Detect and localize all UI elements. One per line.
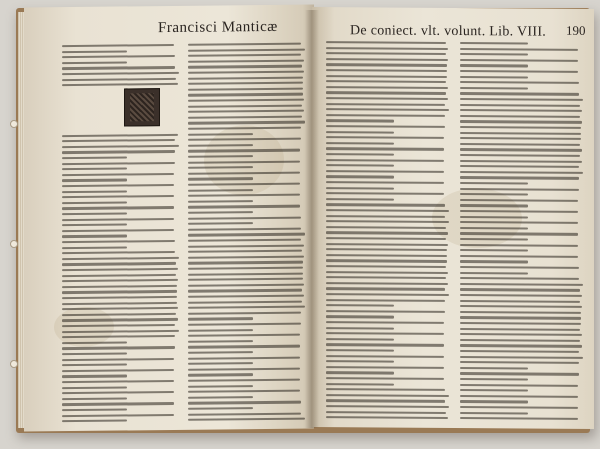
text-line xyxy=(62,145,179,148)
text-line xyxy=(326,164,394,167)
text-line xyxy=(188,115,302,118)
text-line xyxy=(62,268,178,271)
text-line xyxy=(326,198,394,201)
text-line xyxy=(188,367,300,370)
right-page xyxy=(312,7,594,429)
text-line xyxy=(460,400,528,403)
text-line xyxy=(188,323,301,326)
text-line xyxy=(188,385,253,388)
text-line xyxy=(460,361,579,364)
text-line xyxy=(188,76,303,79)
text-line xyxy=(326,293,449,296)
text-line xyxy=(326,355,444,358)
text-line xyxy=(460,148,582,151)
text-line xyxy=(188,87,303,90)
text-line xyxy=(460,272,528,275)
text-line xyxy=(188,272,303,275)
text-line xyxy=(188,71,304,74)
text-line xyxy=(460,389,528,392)
text-line xyxy=(460,154,580,157)
text-line xyxy=(460,98,583,101)
text-line xyxy=(326,366,444,369)
text-line xyxy=(188,216,301,219)
text-line xyxy=(326,394,449,397)
text-line xyxy=(326,377,444,380)
text-line xyxy=(460,339,580,342)
text-line xyxy=(326,360,394,363)
text-line xyxy=(188,374,253,377)
text-line xyxy=(326,226,446,229)
text-line xyxy=(460,132,581,135)
text-line xyxy=(62,212,127,215)
text-line xyxy=(460,395,578,398)
text-line xyxy=(188,244,304,247)
text-line xyxy=(460,109,582,112)
text-line xyxy=(326,136,444,139)
text-line xyxy=(188,401,301,404)
text-line xyxy=(460,350,579,353)
text-line xyxy=(460,160,582,163)
text-line xyxy=(460,81,579,84)
text-line xyxy=(326,86,448,89)
book-gutter xyxy=(305,10,319,428)
text-line xyxy=(460,48,578,51)
text-line xyxy=(326,282,448,285)
text-line xyxy=(188,278,303,281)
text-line xyxy=(62,235,127,238)
text-line xyxy=(326,416,448,419)
text-line xyxy=(188,227,301,230)
text-line xyxy=(188,418,305,421)
text-line xyxy=(62,201,127,204)
text-line xyxy=(188,407,253,410)
text-line xyxy=(460,143,580,146)
text-line xyxy=(460,165,579,168)
text-line xyxy=(188,54,301,57)
text-line xyxy=(188,43,301,46)
text-line xyxy=(326,243,448,246)
text-line xyxy=(62,156,127,159)
text-line xyxy=(326,265,446,268)
binding-hole xyxy=(10,120,18,128)
text-line xyxy=(326,237,446,240)
text-line xyxy=(460,266,579,269)
text-line xyxy=(188,200,253,203)
text-line xyxy=(188,318,253,321)
text-line xyxy=(326,176,394,179)
text-line xyxy=(460,322,581,325)
text-line xyxy=(326,276,446,279)
text-line xyxy=(326,120,394,123)
text-line xyxy=(188,283,304,286)
text-line xyxy=(326,64,447,67)
text-line xyxy=(326,92,446,95)
text-line xyxy=(460,115,580,118)
text-line xyxy=(460,305,582,308)
text-line xyxy=(62,72,179,75)
text-line xyxy=(62,66,175,69)
text-line xyxy=(460,182,528,185)
text-line xyxy=(188,65,302,68)
text-line xyxy=(62,246,127,249)
text-line xyxy=(460,288,580,291)
text-line xyxy=(188,59,304,62)
text-line xyxy=(188,121,305,124)
text-line xyxy=(62,352,127,355)
text-line xyxy=(188,334,300,337)
text-line xyxy=(460,64,528,67)
binding-hole xyxy=(10,360,18,368)
text-line xyxy=(188,356,300,359)
text-line xyxy=(62,414,174,417)
text-line xyxy=(460,59,578,62)
text-line xyxy=(460,356,583,359)
text-line xyxy=(326,332,444,335)
text-line xyxy=(188,340,253,343)
text-line xyxy=(188,48,305,51)
text-line xyxy=(62,408,127,411)
text-line xyxy=(62,162,175,165)
text-line xyxy=(188,362,253,365)
text-line xyxy=(188,205,300,208)
text-line xyxy=(326,288,445,291)
text-line xyxy=(62,341,127,344)
text-line xyxy=(62,190,127,193)
text-line xyxy=(188,250,302,253)
text-line xyxy=(326,316,394,319)
text-line xyxy=(326,204,445,207)
text-line xyxy=(188,222,253,225)
decorated-initial xyxy=(124,88,160,126)
text-line xyxy=(460,176,579,179)
text-line xyxy=(460,412,528,415)
text-line xyxy=(188,267,303,270)
text-line xyxy=(326,344,444,347)
text-line xyxy=(62,133,178,136)
text-line xyxy=(460,249,528,252)
text-line xyxy=(188,104,302,107)
text-line xyxy=(460,294,582,297)
text-line xyxy=(188,99,304,102)
text-line xyxy=(326,215,445,218)
text-line xyxy=(188,345,300,348)
text-line xyxy=(62,324,175,327)
text-line xyxy=(326,192,444,195)
text-line xyxy=(62,290,177,293)
text-line xyxy=(326,338,394,341)
text-line xyxy=(326,148,444,151)
text-line xyxy=(326,209,449,212)
text-line xyxy=(62,402,174,405)
left-running-head: Francisci Manticæ xyxy=(158,18,278,37)
text-line xyxy=(62,285,177,288)
text-line xyxy=(460,76,528,79)
text-line xyxy=(326,131,394,134)
text-line xyxy=(62,206,174,209)
left-page xyxy=(24,4,314,431)
text-line xyxy=(62,318,178,321)
text-line xyxy=(460,311,581,314)
text-line xyxy=(460,70,578,73)
text-line xyxy=(62,195,174,198)
text-line xyxy=(62,358,174,361)
text-line xyxy=(326,97,448,100)
text-line xyxy=(460,406,578,409)
text-line xyxy=(62,139,175,142)
text-line xyxy=(62,257,179,260)
text-line xyxy=(326,299,445,302)
text-line xyxy=(62,179,127,182)
text-line xyxy=(326,114,445,117)
text-line xyxy=(62,274,176,277)
text-line xyxy=(326,103,445,106)
text-line xyxy=(62,369,174,372)
text-line xyxy=(326,41,446,44)
text-line xyxy=(326,260,447,263)
text-line xyxy=(460,255,578,258)
text-line xyxy=(326,321,444,324)
text-line xyxy=(326,153,394,156)
text-line xyxy=(62,364,127,367)
text-line xyxy=(62,329,179,332)
text-line xyxy=(326,69,447,72)
text-line xyxy=(188,300,302,303)
text-line xyxy=(188,390,300,393)
text-line xyxy=(62,296,177,299)
text-line xyxy=(62,55,175,58)
text-line xyxy=(188,351,253,354)
text-line xyxy=(326,47,448,50)
text-line xyxy=(62,346,175,349)
text-line xyxy=(188,261,303,264)
text-line xyxy=(62,218,174,221)
text-line xyxy=(326,220,449,223)
text-line xyxy=(460,417,578,420)
text-line xyxy=(326,411,446,414)
text-line xyxy=(62,83,178,86)
text-line xyxy=(460,53,528,56)
text-line xyxy=(62,173,174,176)
text-line xyxy=(326,80,446,83)
text-line xyxy=(326,52,446,55)
text-line xyxy=(460,126,581,129)
text-line xyxy=(62,240,175,243)
text-line xyxy=(460,42,528,45)
text-line xyxy=(460,171,583,174)
text-line xyxy=(460,300,580,303)
text-line xyxy=(326,159,444,162)
text-line xyxy=(188,396,253,399)
text-line xyxy=(188,295,304,298)
text-line xyxy=(460,87,528,90)
text-line xyxy=(188,306,305,309)
text-line xyxy=(62,251,175,254)
text-line xyxy=(62,313,176,316)
text-line xyxy=(188,194,300,197)
text-line xyxy=(188,239,301,242)
text-line xyxy=(460,92,579,95)
text-line xyxy=(62,44,174,47)
text-line xyxy=(460,384,578,387)
text-line xyxy=(62,302,177,305)
text-line xyxy=(326,254,447,257)
text-line xyxy=(188,93,303,96)
text-line xyxy=(188,110,304,113)
text-line xyxy=(62,229,174,232)
text-line xyxy=(62,78,176,81)
text-line xyxy=(188,82,303,85)
text-line xyxy=(62,184,174,187)
text-line xyxy=(62,397,127,400)
text-line xyxy=(460,333,582,336)
text-line xyxy=(326,304,394,307)
text-line xyxy=(460,260,528,263)
text-line xyxy=(62,262,176,265)
text-line xyxy=(326,142,394,145)
text-line xyxy=(188,211,253,214)
text-line xyxy=(188,255,304,258)
text-line xyxy=(326,181,444,184)
text-line xyxy=(326,405,449,408)
text-line xyxy=(326,400,445,403)
text-line xyxy=(62,279,178,282)
text-line xyxy=(62,50,127,53)
text-line xyxy=(460,137,581,140)
text-line xyxy=(460,120,582,123)
text-line xyxy=(326,372,394,375)
text-line xyxy=(326,388,445,391)
text-line xyxy=(188,311,301,314)
text-line xyxy=(326,383,394,386)
text-line xyxy=(62,224,127,227)
text-line xyxy=(326,349,394,352)
text-line xyxy=(460,283,583,286)
text-line xyxy=(62,168,127,171)
text-line xyxy=(326,187,394,190)
right-running-head: De coniect. vlt. volunt. Lib. VIII. xyxy=(350,23,547,40)
text-line xyxy=(326,248,447,251)
text-line xyxy=(460,378,528,381)
text-line xyxy=(188,379,300,382)
text-line xyxy=(460,204,528,207)
text-line xyxy=(326,310,445,313)
text-line xyxy=(460,344,582,347)
text-line xyxy=(460,367,528,370)
text-line xyxy=(460,104,580,107)
text-line xyxy=(326,58,448,61)
text-line xyxy=(326,232,448,235)
text-line xyxy=(326,108,449,111)
text-line xyxy=(188,412,301,415)
text-line xyxy=(62,61,127,64)
text-line xyxy=(188,233,305,236)
text-line xyxy=(62,420,127,423)
text-line xyxy=(62,150,175,153)
text-line xyxy=(62,391,174,394)
text-line xyxy=(460,328,580,331)
text-line xyxy=(326,125,445,128)
text-line xyxy=(326,170,444,173)
text-line xyxy=(460,277,579,280)
text-line xyxy=(62,386,127,389)
text-line xyxy=(460,227,528,230)
binding-hole xyxy=(10,240,18,248)
text-line xyxy=(460,316,581,319)
text-line xyxy=(460,216,528,219)
page-number: 190 xyxy=(566,22,586,38)
text-line xyxy=(62,380,174,383)
text-line xyxy=(460,372,579,375)
text-line xyxy=(62,375,127,378)
text-line xyxy=(326,271,448,274)
text-line xyxy=(326,75,447,78)
text-line xyxy=(326,327,394,330)
text-line xyxy=(188,329,253,332)
text-line xyxy=(188,289,302,292)
